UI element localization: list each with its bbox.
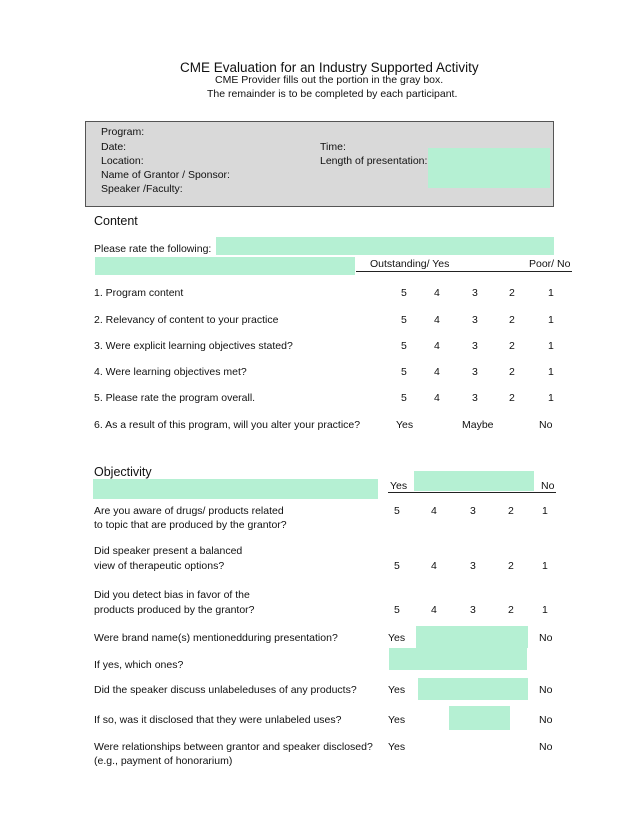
date-label: Date:	[101, 141, 127, 153]
speaker-label: Speaker /Faculty:	[101, 183, 183, 195]
rating-option-2[interactable]: 2	[509, 340, 515, 352]
content-heading: Content	[94, 214, 138, 228]
obj-rating-option-1[interactable]: 1	[542, 604, 548, 616]
objectivity-header-field[interactable]	[414, 471, 534, 491]
obj-rating-option-2[interactable]: 2	[508, 505, 514, 517]
obj-rating-option-5[interactable]: 5	[394, 604, 400, 616]
obj-q6-no[interactable]: No	[539, 714, 553, 726]
obj-q7-yes[interactable]: Yes	[388, 741, 406, 753]
rating-option-5[interactable]: 5	[401, 340, 407, 352]
obj-q4-label: Were brand name(s) mentionedduring presentation?	[94, 632, 338, 644]
obj-q7-line2: (e.g., payment of honorarium)	[94, 755, 233, 767]
obj-q4-no[interactable]: No	[539, 632, 553, 644]
objectivity-no-header: No	[541, 480, 555, 492]
objectivity-yes-header: Yes	[390, 480, 408, 492]
rating-option-2[interactable]: 2	[509, 314, 515, 326]
objectivity-header-underline	[388, 492, 556, 493]
obj-q7-no[interactable]: No	[539, 741, 553, 753]
time-label: Time:	[320, 141, 346, 153]
rate-prompt: Please rate the following:	[94, 243, 212, 255]
obj-q5-yes[interactable]: Yes	[388, 684, 406, 696]
rating-option-3[interactable]: 3	[472, 314, 478, 326]
q6-option-no[interactable]: No	[539, 419, 553, 431]
rating-option-5[interactable]: 5	[401, 392, 407, 404]
subtitle-line-1: CME Provider fills out the portion in the gray box.	[215, 74, 444, 86]
q6-option-maybe[interactable]: Maybe	[462, 419, 494, 431]
rating-option-4[interactable]: 4	[434, 366, 440, 378]
scale-high-label: Outstanding/ Yes	[370, 258, 450, 270]
obj-rating-option-5[interactable]: 5	[394, 560, 400, 572]
obj-q3-line1: Did you detect bias in favor of the	[94, 589, 250, 601]
rating-option-5[interactable]: 5	[401, 366, 407, 378]
grantor-label: Name of Grantor / Sponsor:	[101, 169, 230, 181]
obj-q5-no[interactable]: No	[539, 684, 553, 696]
rating-option-1[interactable]: 1	[548, 340, 554, 352]
obj-rating-option-3[interactable]: 3	[470, 505, 476, 517]
rate-field[interactable]	[216, 237, 554, 255]
program-label: Program:	[101, 126, 145, 138]
rating-option-2[interactable]: 2	[509, 287, 515, 299]
scale-underline	[356, 271, 572, 272]
content-item-label: 2. Relevancy of content to your practice	[94, 314, 279, 326]
rating-option-2[interactable]: 2	[509, 366, 515, 378]
obj-q5-label: Did the speaker discuss unlabeleduses of any products?	[94, 684, 357, 696]
obj-q4-field[interactable]	[416, 626, 528, 648]
obj-q7-line1: Were relationships between grantor and speaker disclosed?	[94, 741, 373, 753]
content-blank-field[interactable]	[95, 257, 355, 275]
obj-q6-field[interactable]	[449, 706, 510, 730]
length-input[interactable]	[428, 148, 550, 188]
obj-rating-option-2[interactable]: 2	[508, 560, 514, 572]
obj-rating-option-3[interactable]: 3	[470, 560, 476, 572]
obj-rating-option-4[interactable]: 4	[431, 604, 437, 616]
rating-option-4[interactable]: 4	[434, 340, 440, 352]
rating-option-2[interactable]: 2	[509, 392, 515, 404]
obj-q5-field[interactable]	[418, 678, 528, 700]
obj-rating-option-1[interactable]: 1	[542, 560, 548, 572]
rating-option-4[interactable]: 4	[434, 314, 440, 326]
location-label: Location:	[101, 155, 144, 167]
content-q6-label: 6. As a result of this program, will you alter your practice?	[94, 419, 361, 431]
content-item-label: 4. Were learning objectives met?	[94, 366, 247, 378]
objectivity-blank-field[interactable]	[93, 479, 378, 499]
obj-rating-option-4[interactable]: 4	[431, 505, 437, 517]
rating-option-1[interactable]: 1	[548, 392, 554, 404]
obj-q6-label: If so, was it disclosed that they were unlabeled uses?	[94, 714, 342, 726]
obj-rating-option-2[interactable]: 2	[508, 604, 514, 616]
q6-option-yes[interactable]: Yes	[396, 419, 414, 431]
rating-option-3[interactable]: 3	[472, 392, 478, 404]
obj-q2-line2: view of therapeutic options?	[94, 560, 225, 572]
obj-rating-option-3[interactable]: 3	[470, 604, 476, 616]
content-item-label: 1. Program content	[94, 287, 184, 299]
rating-option-5[interactable]: 5	[401, 287, 407, 299]
rating-option-3[interactable]: 3	[472, 287, 478, 299]
rating-option-1[interactable]: 1	[548, 366, 554, 378]
content-item-label: 3. Were explicit learning objectives stated?	[94, 340, 293, 352]
rating-option-3[interactable]: 3	[472, 366, 478, 378]
obj-q3-line2: products produced by the grantor?	[94, 604, 255, 616]
rating-option-4[interactable]: 4	[434, 287, 440, 299]
obj-rating-option-1[interactable]: 1	[542, 505, 548, 517]
content-item-label: 5. Please rate the program overall.	[94, 392, 256, 404]
obj-q6-yes[interactable]: Yes	[388, 714, 406, 726]
obj-rating-option-4[interactable]: 4	[431, 560, 437, 572]
rating-option-4[interactable]: 4	[434, 392, 440, 404]
objectivity-heading: Objectivity	[94, 465, 152, 479]
subtitle-line-2: The remainder is to be completed by each participant.	[207, 88, 458, 100]
rating-option-5[interactable]: 5	[401, 314, 407, 326]
page-title: CME Evaluation for an Industry Supported Activity	[180, 60, 479, 75]
scale-low-label: Poor/ No	[529, 258, 571, 270]
obj-q1-line2: to topic that are produced by the grantor?	[94, 519, 287, 531]
length-label: Length of presentation:	[320, 155, 428, 167]
rating-option-1[interactable]: 1	[548, 314, 554, 326]
obj-q4-followup: If yes, which ones?	[94, 659, 184, 671]
obj-rating-option-5[interactable]: 5	[394, 505, 400, 517]
brand-names-field[interactable]	[389, 648, 527, 670]
obj-q4-yes[interactable]: Yes	[388, 632, 406, 644]
rating-option-3[interactable]: 3	[472, 340, 478, 352]
rating-option-1[interactable]: 1	[548, 287, 554, 299]
obj-q1-line1: Are you aware of drugs/ products related	[94, 505, 284, 517]
obj-q2-line1: Did speaker present a balanced	[94, 545, 243, 557]
